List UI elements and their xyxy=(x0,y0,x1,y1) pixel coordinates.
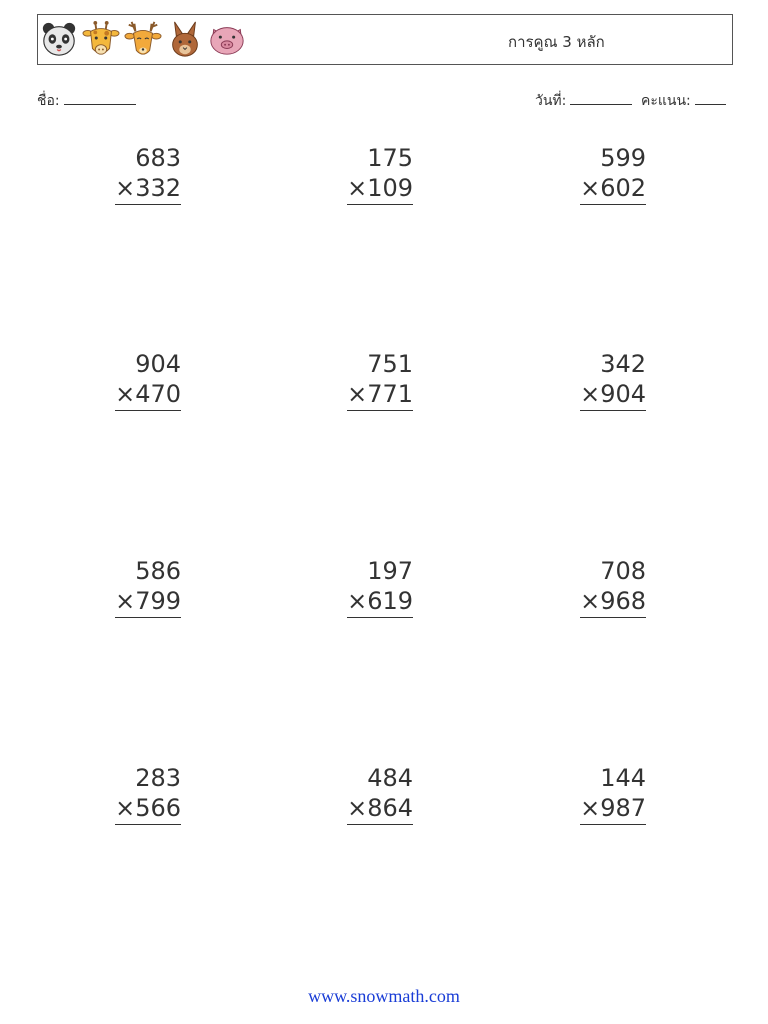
problem xyxy=(101,763,181,825)
multiplicand: 342 xyxy=(600,350,646,378)
score-blank[interactable] xyxy=(695,92,726,105)
name-blank[interactable] xyxy=(64,92,136,105)
date-field xyxy=(535,90,632,112)
name-label: ชื่อ: xyxy=(37,93,60,109)
problem xyxy=(333,556,413,618)
name-field xyxy=(37,90,136,112)
multiplier: ×566 xyxy=(115,793,181,825)
panda-icon xyxy=(40,19,78,59)
multiplicand: 708 xyxy=(600,557,646,585)
multiplicand: 197 xyxy=(367,557,413,585)
multiplicand: 484 xyxy=(367,764,413,792)
problem xyxy=(566,763,646,825)
multiplier: ×332 xyxy=(115,173,181,205)
multiplier: ×968 xyxy=(580,586,646,618)
multiplier: ×987 xyxy=(580,793,646,825)
deer-icon xyxy=(124,19,162,59)
giraffe-icon xyxy=(82,19,120,59)
problem xyxy=(333,143,413,205)
multiplicand: 175 xyxy=(367,144,413,172)
pig-icon xyxy=(208,19,246,59)
multiplier: ×602 xyxy=(580,173,646,205)
problem xyxy=(566,349,646,411)
header-box xyxy=(37,14,733,65)
multiplier: ×619 xyxy=(347,586,413,618)
multiplier: ×109 xyxy=(347,173,413,205)
multiplicand: 751 xyxy=(367,350,413,378)
score-label: คะแนน: xyxy=(641,93,691,109)
score-field xyxy=(641,90,726,112)
multiplicand: 144 xyxy=(600,764,646,792)
multiplicand: 599 xyxy=(600,144,646,172)
date-label: วันที่: xyxy=(535,93,567,109)
problem xyxy=(333,349,413,411)
multiplicand: 683 xyxy=(135,144,181,172)
multiplier: ×799 xyxy=(115,586,181,618)
problem xyxy=(101,556,181,618)
footer-link[interactable]: www.snowmath.com xyxy=(308,986,460,1006)
problem xyxy=(101,143,181,205)
problem xyxy=(101,349,181,411)
animal-icons xyxy=(40,19,246,61)
problem xyxy=(566,556,646,618)
multiplier: ×904 xyxy=(580,379,646,411)
page-title: การคูณ 3 หลัก xyxy=(508,33,605,51)
multiplicand: 904 xyxy=(135,350,181,378)
multiplicand: 283 xyxy=(135,764,181,792)
multiplier: ×864 xyxy=(347,793,413,825)
multiplicand: 586 xyxy=(135,557,181,585)
problem xyxy=(566,143,646,205)
date-blank[interactable] xyxy=(570,92,632,105)
problem xyxy=(333,763,413,825)
kangaroo-icon xyxy=(166,19,204,59)
multiplier: ×470 xyxy=(115,379,181,411)
multiplier: ×771 xyxy=(347,379,413,411)
